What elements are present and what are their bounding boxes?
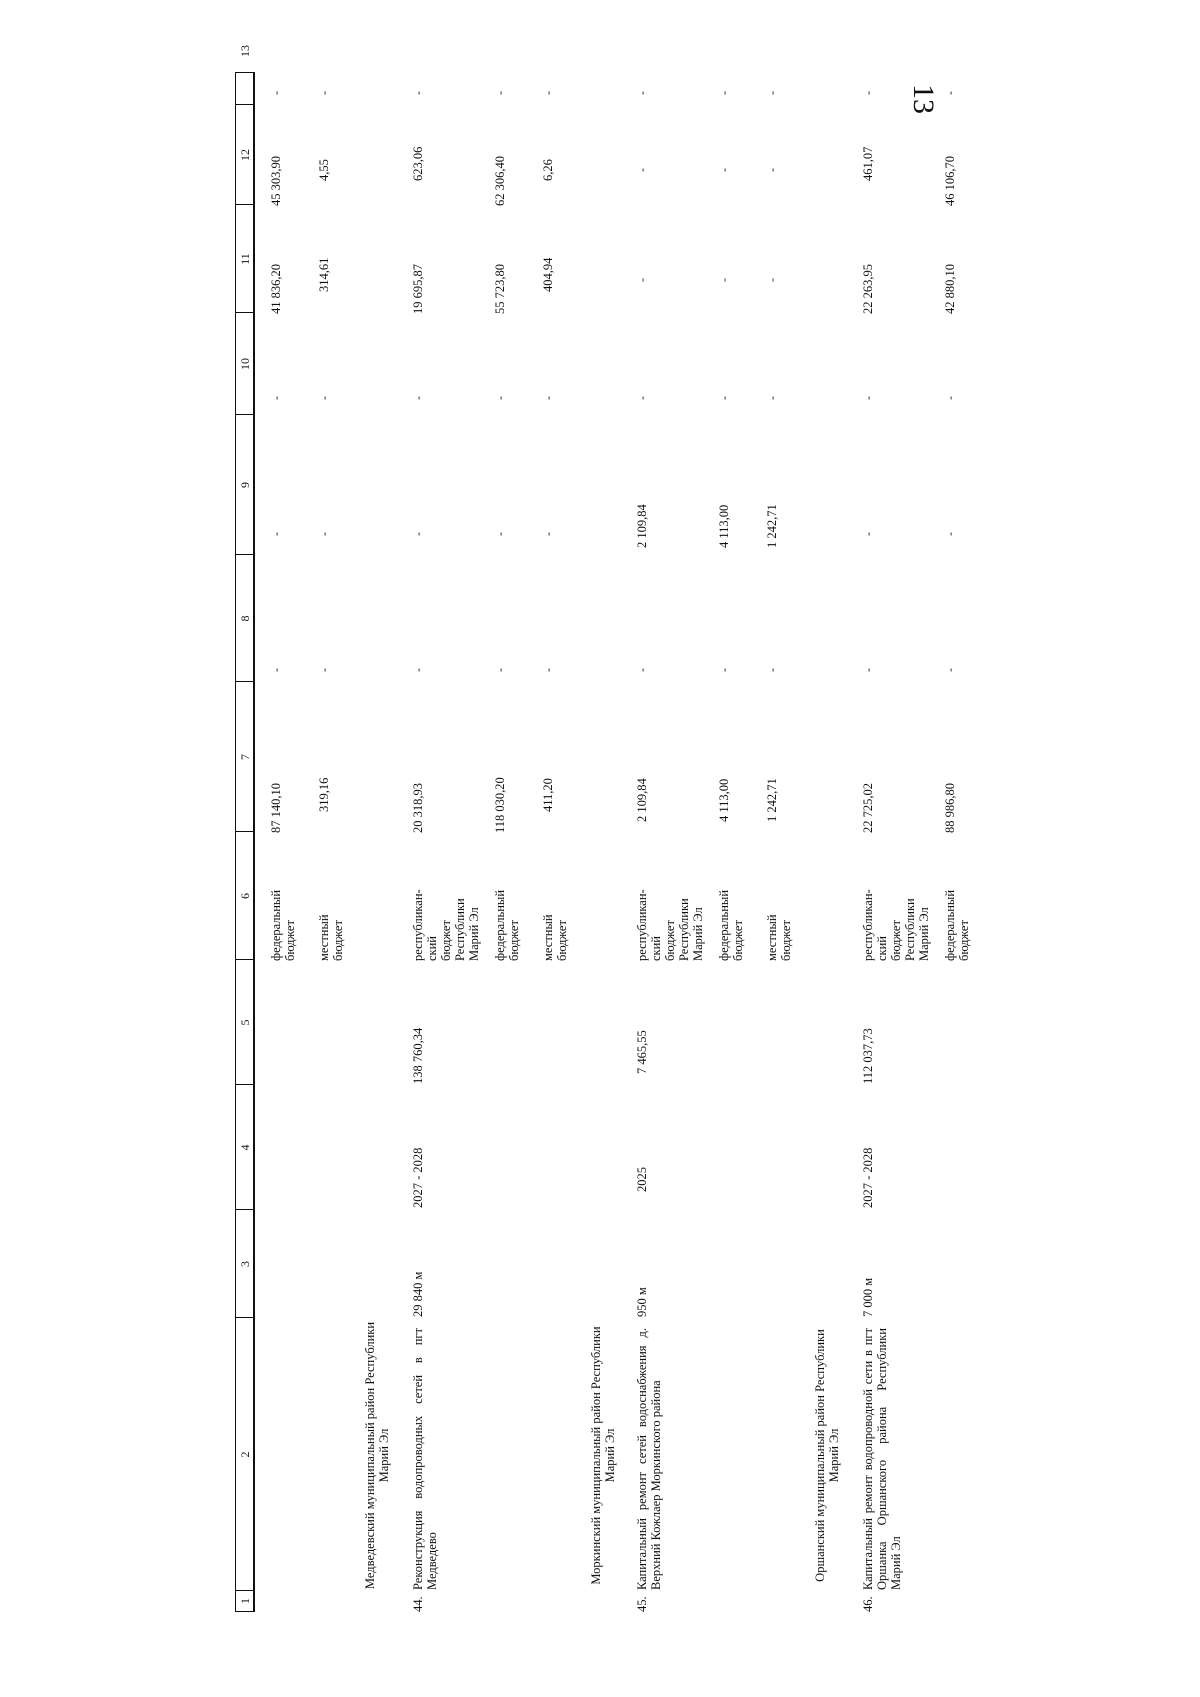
col-header-1: 1 — [237, 1598, 252, 1604]
dash: - — [317, 91, 331, 95]
dash: - — [861, 396, 875, 400]
dash: - — [269, 668, 283, 672]
row44-federal-c7: 118 030,20 — [493, 777, 507, 833]
dash: - — [411, 91, 425, 95]
row45-period: 2025 — [635, 1167, 649, 1192]
row45-local-c9: 1 242,71 — [765, 504, 779, 548]
dash: - — [541, 668, 555, 672]
row44-cont-federal-c11: 41 836,20 — [269, 264, 283, 314]
dash: - — [765, 91, 779, 95]
dash: - — [765, 668, 779, 672]
row46-number: 46. — [861, 1596, 875, 1612]
row44-cont-local-c11: 314,61 — [317, 257, 331, 292]
row44-length: 29 840 м — [411, 1271, 425, 1317]
dash: - — [269, 91, 283, 95]
dash: - — [861, 668, 875, 672]
row46-name: Капитальный ремонт водопроводной сети в пгт Оршанка Оршанского района Республики Марий Эл — [861, 1328, 903, 1590]
dash: - — [269, 396, 283, 400]
dash: - — [541, 396, 555, 400]
row44-federal-c11: 55 723,80 — [493, 264, 507, 314]
row44-republic-c7: 20 318,93 — [411, 783, 425, 833]
dash: - — [541, 532, 555, 536]
dash: - — [635, 168, 649, 172]
dash: - — [943, 532, 957, 536]
dash: - — [317, 396, 331, 400]
row45-federal-c7: 4 113,00 — [717, 778, 731, 822]
row45-cost: 7 465,55 — [635, 1030, 649, 1074]
row45-republic-c7: 2 109,84 — [635, 778, 649, 822]
row44-republic-c11: 19 695,87 — [411, 264, 425, 314]
row44-local-c12: 6,26 — [541, 159, 555, 181]
dash: - — [635, 396, 649, 400]
col-header-13: 13 — [237, 45, 252, 57]
dash: - — [717, 91, 731, 95]
budget-table — [235, 45, 1055, 1612]
col-header-10: 10 — [237, 358, 252, 370]
row46-federal-c11: 42 880,10 — [943, 264, 957, 314]
dash: - — [635, 668, 649, 672]
col-header-2: 2 — [237, 1451, 252, 1458]
dash: - — [317, 532, 331, 536]
row45-republic-source: республикан-ский бюджет Республики Марий Эл — [635, 889, 705, 961]
dash: - — [493, 91, 507, 95]
row46-republic-c7: 22 725,02 — [861, 783, 875, 833]
district-medvedevsky: Медведевский муниципальный район Республики Марий Эл — [363, 1321, 391, 1590]
row45-name: Капитальный ремонт сетей водоснабжения д. Верхний Кожлаер Моркинского района — [635, 1328, 663, 1590]
dash: - — [635, 91, 649, 95]
row45-number: 45. — [635, 1596, 649, 1612]
row44-cont-local-c7: 319,16 — [317, 777, 331, 812]
row45-local-source: местный бюджет — [765, 914, 793, 961]
dash: - — [411, 396, 425, 400]
page-number: 13 — [907, 84, 940, 114]
row45-republic-c9: 2 109,84 — [635, 504, 649, 548]
dash: - — [635, 278, 649, 282]
row46-federal-c7: 88 986,80 — [943, 783, 957, 833]
row45-federal-source: федеральный бюджет — [717, 889, 745, 961]
row45-local-c7: 1 242,71 — [765, 778, 779, 822]
district-morkinsky: Моркинский муниципальный район Республики Марий Эл — [589, 1326, 617, 1585]
dash: - — [765, 168, 779, 172]
row44-local-c11: 404,94 — [541, 257, 555, 292]
dash: - — [411, 668, 425, 672]
dash: - — [861, 532, 875, 536]
column-header-row — [235, 45, 255, 1612]
dash: - — [943, 668, 957, 672]
col-header-6: 6 — [237, 893, 252, 899]
row44-cont-federal-c7: 87 140,10 — [269, 783, 283, 833]
row46-cost: 112 037,73 — [861, 1028, 875, 1084]
dash: - — [317, 668, 331, 672]
row44-republic-c12: 623,06 — [411, 146, 425, 181]
row44-local-c7: 411,20 — [541, 778, 555, 812]
row46-period: 2027 - 2028 — [861, 1147, 875, 1208]
row46-federal-source: федеральный бюджет — [943, 889, 971, 961]
col-header-4: 4 — [237, 1144, 252, 1151]
row46-republic-c11: 22 263,95 — [861, 264, 875, 314]
col-header-8: 8 — [237, 615, 252, 622]
row45-federal-c9: 4 113,00 — [717, 504, 731, 548]
dash: - — [717, 396, 731, 400]
dash: - — [269, 532, 283, 536]
row46-federal-c12: 46 106,70 — [943, 156, 957, 206]
row45-length: 950 м — [635, 1287, 649, 1317]
col-header-7: 7 — [237, 754, 252, 760]
row46-republic-source: республикан-ский бюджет Республики Марий Эл — [861, 889, 931, 961]
row44-name: Реконструкция водопроводных сетей в пгт Медведево — [411, 1328, 439, 1590]
district-orshansky: Оршанский муниципальный район Республики Марий Эл — [813, 1329, 841, 1582]
row44-cont-local-c12: 4,55 — [317, 159, 331, 181]
row44-number: 44. — [411, 1596, 425, 1612]
dash: - — [717, 278, 731, 282]
dash: - — [717, 668, 731, 672]
row44-cost: 138 760,34 — [411, 1027, 425, 1084]
row44-cont-federal-c12: 45 303,90 — [269, 156, 283, 206]
row44-local-source: местный бюджет — [541, 914, 569, 961]
row44-federal-c12: 62 306,40 — [493, 156, 507, 206]
dash: - — [765, 396, 779, 400]
row46-republic-c12: 461,07 — [861, 146, 875, 181]
dash: - — [411, 532, 425, 536]
row46-length: 7 000 м — [861, 1277, 875, 1317]
dash: - — [943, 91, 957, 95]
row44-federal-source: федеральный бюджет — [493, 889, 521, 961]
row44-cont-federal-source: федеральный бюджет — [269, 889, 297, 961]
row44-cont-local-source: местный бюджет — [317, 914, 345, 961]
col-header-3: 3 — [237, 1261, 252, 1267]
col-header-11: 11 — [237, 253, 252, 265]
row44-republic-source: республикан-ский бюджет Республики Марий Эл — [411, 889, 481, 961]
dash: - — [943, 396, 957, 400]
dash: - — [861, 91, 875, 95]
row44-period: 2027 - 2028 — [411, 1147, 425, 1208]
dash: - — [541, 91, 555, 95]
dash: - — [493, 532, 507, 536]
col-header-5: 5 — [237, 1019, 252, 1026]
dash: - — [493, 668, 507, 672]
dash: - — [717, 168, 731, 172]
dash: - — [765, 278, 779, 282]
col-header-9: 9 — [237, 482, 252, 488]
dash: - — [493, 396, 507, 400]
col-header-12: 12 — [237, 149, 252, 161]
